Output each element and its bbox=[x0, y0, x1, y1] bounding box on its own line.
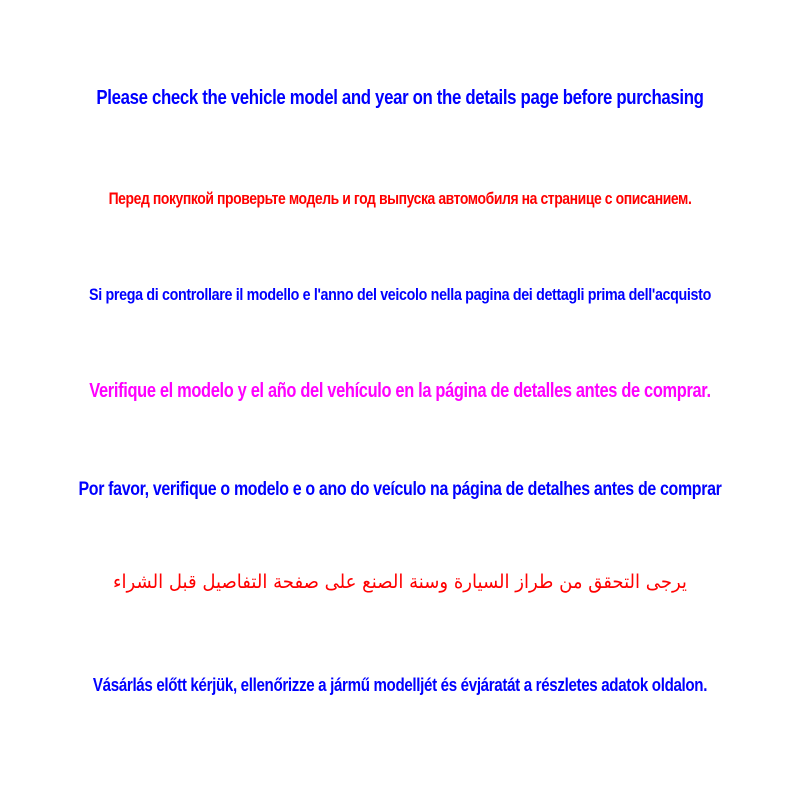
notice-hungarian: Vásárlás előtt kérjük, ellenőrizze a jármű modelljét és évjáratát a részletes adatok oldalon. bbox=[92, 675, 708, 695]
notice-arabic: يرجى التحقق من طراز السيارة وسنة الصنع على صفحة التفاصيل قبل الشراء bbox=[113, 571, 687, 593]
notice-portuguese: Por favor, verifique o modelo e o ano do veículo na página de detalhes antes de comprar bbox=[78, 479, 722, 500]
notice-spanish: Verifique el modelo y el año del vehículo en la página de detalles antes de comprar. bbox=[89, 380, 711, 402]
notice-italian: Si prega di controllare il modello e l'anno del veicolo nella pagina dei dettagli prima dell'acquisto bbox=[89, 285, 711, 304]
notice-english: Please check the vehicle model and year on the details page before purchasing bbox=[96, 87, 704, 109]
notice-russian: Перед покупкой проверьте модель и год выпуска автомобиля на странице с описанием. bbox=[108, 189, 692, 208]
